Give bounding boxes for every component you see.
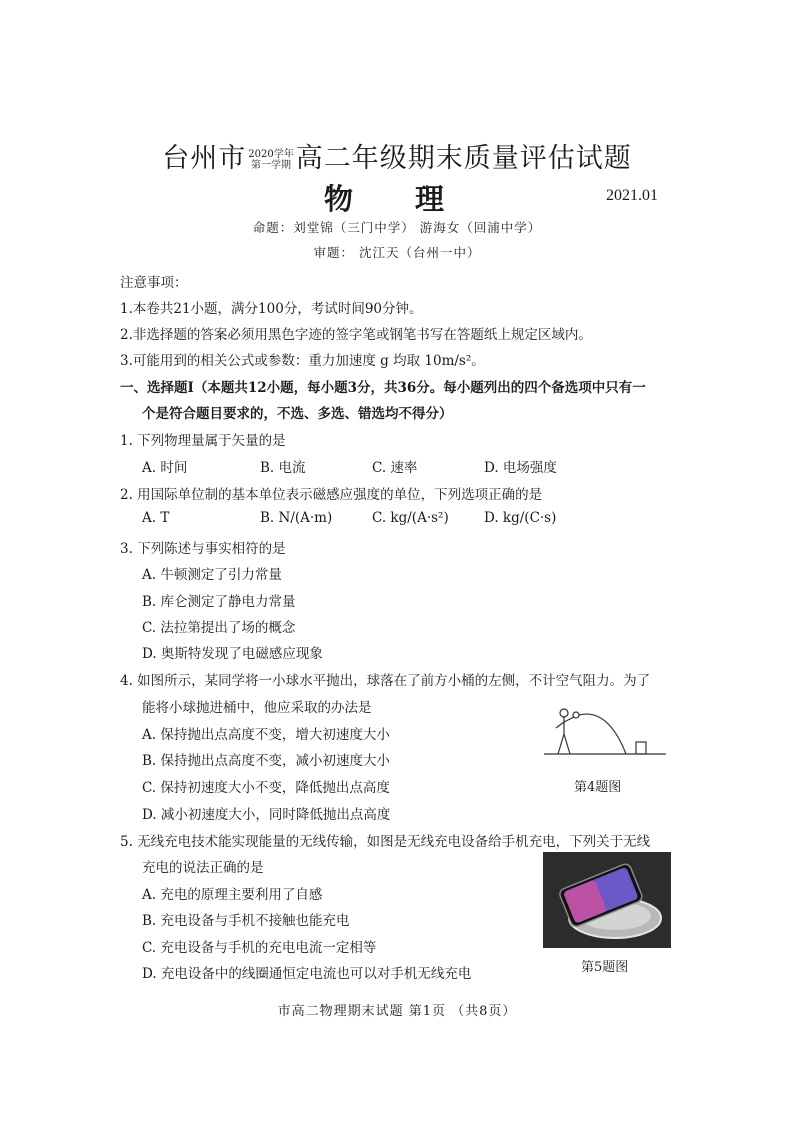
q2-option-b: B. N/(A·m) [260,510,333,526]
q1-option-a: A. 时间 [142,460,188,476]
q2-option-c: C. kg/(A·s²) [372,510,449,526]
title-city: 台州市 [162,143,247,174]
trajectory-curve [579,714,626,754]
q1-option-c: C. 速率 [372,460,418,476]
question-3-stem: 3. 下列陈述与事实相符的是 [120,541,286,557]
exam-date: 2021.01 [606,187,658,204]
title-term [248,149,293,171]
author-credit: 命题：刘堂锦（三门中学） 游海女（回浦中学） [252,220,542,235]
note-item: 1.本卷共21小题，满分100分，考试时间90分钟。 [120,301,423,317]
question-5-stem-cont: 充电的说法正确的是 [142,860,264,876]
section-heading-cont: 个是符合题目要求的，不选、多选、错选均不得分） [142,406,453,422]
exam-title [0,136,794,175]
figure-4-caption: 第4题图 [574,780,622,795]
q1-option-b: B. 电流 [260,460,306,476]
q4-option-b: B. 保持抛出点高度不变，减小初速度大小 [142,753,391,769]
title-exam-name: 高二年级期末质量评估试题 [295,143,632,174]
q2-option-a: A. T [142,510,170,526]
question-5-stem: 5. 无线充电技术能实现能量的无线传输，如图是无线充电设备给手机充电，下列关于无线 [120,834,651,850]
subject-title: 物 理 [323,182,471,216]
projectile-figure [540,700,670,760]
q5-option-b: B. 充电设备与手机不接触也能充电 [142,913,350,929]
q5-option-a: A. 充电的原理主要利用了自感 [142,887,323,903]
wireless-charging-photo [543,852,671,948]
question-4-stem-cont: 能将小球抛进桶中，他应采取的办法是 [142,700,372,716]
section-heading: 一、选择题Ⅰ（本题共12小题，每小题3分，共36分。每小题列出的四个备选项中只有一 [120,380,646,396]
q3-option-b: B. 库仑测定了静电力常量 [142,594,296,610]
page-footer: 市高二物理期末试题 第1页 （共8页） [277,1004,517,1019]
q4-option-a: A. 保持抛出点高度不变，增大初速度大小 [142,727,390,743]
ball [573,712,579,718]
q4-option-c: C. 保持初速度大小不变，降低抛出点高度 [142,780,390,796]
q4-option-d: D. 减小初速度大小，同时降低抛出点高度 [142,807,391,823]
q3-option-d: D. 奥斯特发现了电磁感应现象 [142,646,323,662]
question-4-stem: 4. 如图所示，某同学将一小球水平抛出，球落在了前方小桶的左侧，不计空气阻力。为了 [120,673,651,689]
q5-option-c: C. 充电设备与手机的充电电流一定相等 [142,940,377,956]
q1-option-d: D. 电场强度 [484,460,557,476]
question-2-stem: 2. 用国际单位制的基本单位表示磁感应强度的单位，下列选项正确的是 [120,487,543,503]
question-1-stem: 1. 下列物理量属于矢量的是 [120,433,286,449]
note-item: 2.非选择题的答案必须用黑色字迹的签字笔或钢笔书写在答题纸上规定区域内。 [120,327,592,343]
thrower-figure [556,709,574,754]
q5-option-d: D. 充电设备中的线圈通恒定电流也可以对手机无线充电 [142,966,472,982]
notes-heading: 注意事项： [120,275,188,291]
figure-5-caption: 第5题图 [581,960,629,975]
title-semester: 第一学期 [250,160,291,171]
bucket [636,742,646,754]
title-year: 2020学年 [248,149,294,160]
note-item: 3.可能用到的相关公式或参数：重力加速度 g 均取 10m/s²。 [120,353,485,369]
q2-option-d: D. kg/(C·s) [484,510,557,526]
q3-option-a: A. 牛顿测定了引力常量 [142,567,282,583]
q3-option-c: C. 法拉第提出了场的概念 [142,620,296,636]
reviewer-credit: 审题： 沈江天（台州一中） [313,245,481,260]
